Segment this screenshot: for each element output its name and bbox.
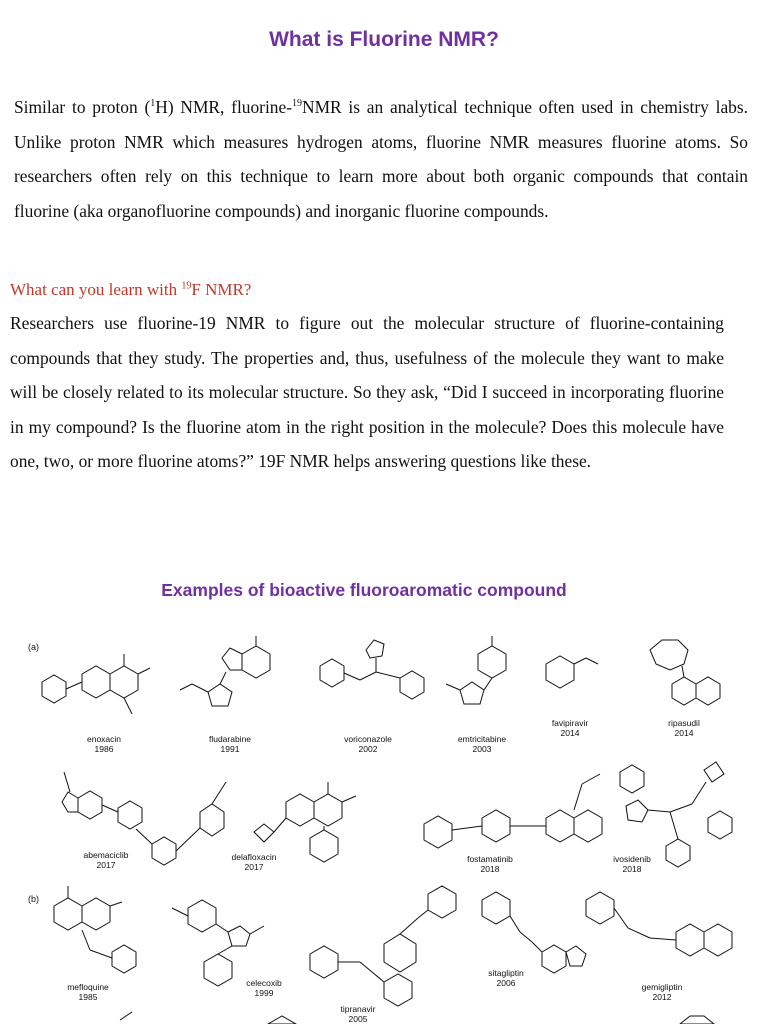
- tipranavir-structure: [310, 886, 456, 1006]
- compound-label: mefloquine 1985: [67, 982, 109, 1002]
- compound-label: favipiravir 2014: [551, 718, 589, 738]
- emtricitabine-structure: [446, 636, 506, 704]
- compound-label: emtricitabine 2003: [457, 734, 507, 754]
- section-heading: What can you learn with $^{19}$F NMR?: [10, 280, 252, 299]
- fostamatinib-structure: [424, 774, 602, 848]
- compound-label: abemaciclib 2017: [83, 850, 129, 870]
- compound-label: sitagliptin 2006: [488, 968, 524, 988]
- compound-label: ivosidenib 2018: [613, 854, 651, 874]
- compound-label: gemigliptin 2012: [641, 982, 683, 1002]
- celecoxib-structure: [172, 900, 264, 986]
- sitagliptin-structure: [482, 892, 586, 973]
- compound-label: fludarabine 1991: [208, 734, 252, 754]
- delafloxacin-structure: [254, 782, 356, 862]
- structures-drawing: [20, 632, 748, 1024]
- compound-label: delafloxacin 2017: [231, 852, 277, 872]
- panel-a-label: (a): [28, 642, 39, 652]
- gemigliptin-structure: [586, 892, 732, 956]
- compound-label: fostamatinib 2018: [467, 854, 513, 874]
- mefloquine-structure: [54, 886, 136, 973]
- page-title: What is Fluorine NMR?: [269, 28, 499, 51]
- compound-label: voriconazole 2002: [344, 734, 392, 754]
- compound-label: ripasudil 2014: [668, 718, 700, 738]
- figure-title: Examples of bioactive fluoroaromatic compound: [161, 580, 567, 600]
- partial-structures: [120, 1012, 714, 1024]
- intro-paragraph: Similar to proton ($^1$H) NMR, fluorine-$^{19}$NMR is an analytical technique often used in chemistry labs. Unlike proton NMR which measures hydrogen atoms, fluorine NMR measures fluorine atoms. So researchers often rely on this technique to learn more about both organic compounds that contain fluorine (aka organofluorine compounds) and inorganic fluorine compounds.: [14, 97, 748, 221]
- section-paragraph: Researchers use fluorine-19 NMR to figure out the molecular structure of fluorine-containing compounds that they study. The properties and, thus, usefulness of the molecule they want to make will be closely related to its molecular structure. So they ask, “Did I succeed in incorporating fluorine in my compound? Is the fluorine atom in the right position in the molecule? Does this molecule have one, two, or more fluorine atoms?” 19F NMR helps answering questions like these.: [10, 313, 724, 472]
- ivosidenib-structure: [620, 762, 732, 867]
- panel-b-label: (b): [28, 894, 39, 904]
- compound-figure: [20, 632, 748, 1024]
- fludarabine-structure: [180, 636, 270, 706]
- ripasudil-structure: [650, 640, 720, 705]
- compound-label: tipranavir 2005: [340, 1004, 376, 1024]
- favipiravir-structure: [546, 656, 598, 688]
- compound-label: celecoxib 1999: [246, 978, 282, 998]
- enoxacin-structure: [42, 654, 150, 714]
- voriconazole-structure: [320, 640, 424, 699]
- compound-label: enoxacin 1986: [86, 734, 122, 754]
